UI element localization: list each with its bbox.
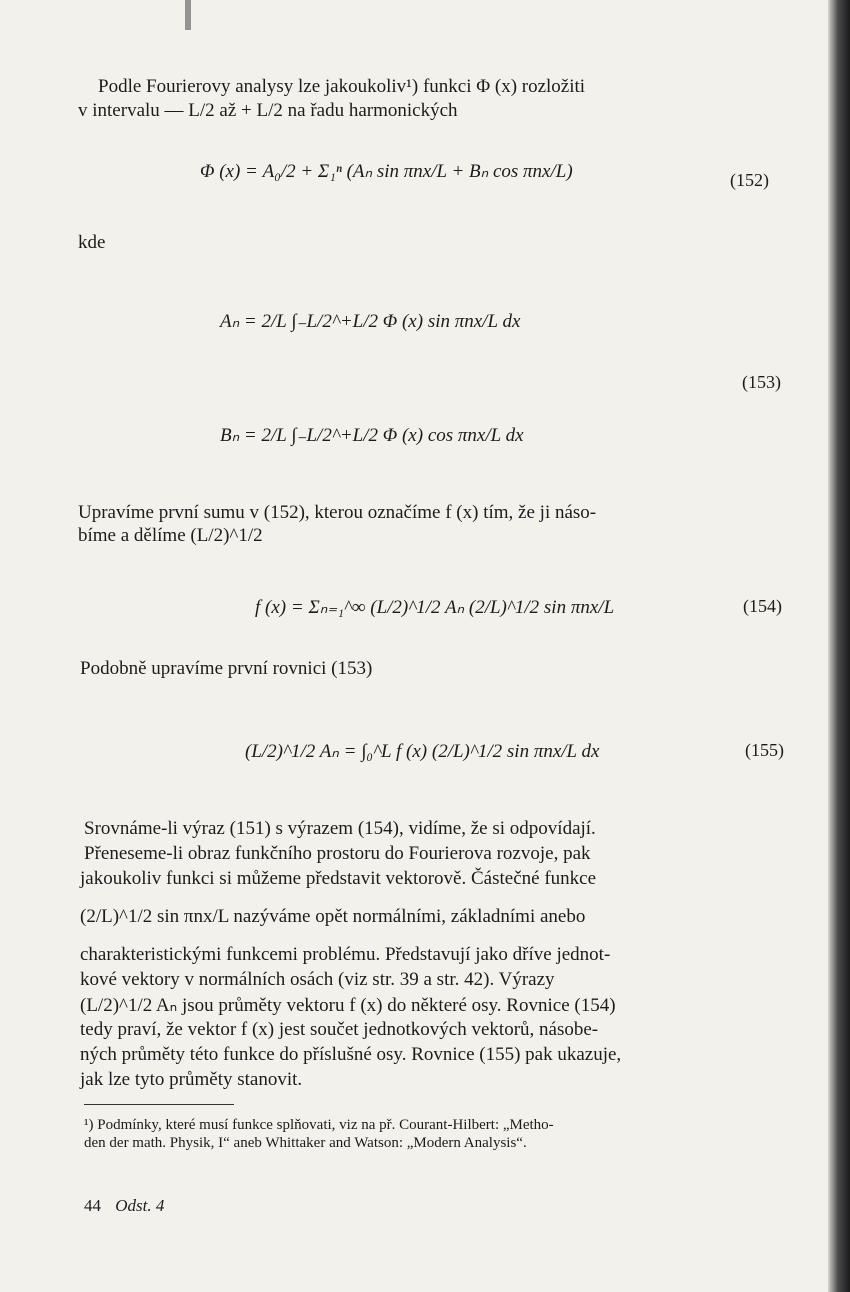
equation-154-number: (154) bbox=[743, 596, 782, 616]
equation-155-number: (155) bbox=[745, 740, 784, 760]
equation-153-b: Bₙ = 2/L ∫₋L/2^+L/2 Φ (x) cos πnx/L dx bbox=[220, 425, 524, 446]
equation-155: (L/2)^1/2 Aₙ = ∫₀^L f (x) (2/L)^1/2 sin πnx/L dx bbox=[245, 741, 600, 762]
footnote bbox=[84, 1116, 784, 1152]
section-label: Odst. 4 bbox=[115, 1196, 165, 1215]
kde-label: kde bbox=[78, 232, 106, 253]
para4-line: (L/2)^1/2 Aₙ jsou průměty vektoru f (x) do některé osy. Rovnice (154) bbox=[80, 995, 616, 1016]
para4-line: charakteristickými funkcemi problému. Představují jako dříve jednot- bbox=[80, 944, 611, 965]
equation-154: f (x) = Σₙ₌₁^∞ (L/2)^1/2 Aₙ (2/L)^1/2 sin πnx/L bbox=[255, 597, 615, 618]
para4-line: tedy praví, že vektor f (x) jest součet jednotkových vektorů, násobe- bbox=[80, 1019, 599, 1040]
intro-line-1: Podle Fourierovy analysy lze jakoukoliv¹) funkci Φ (x) rozložiti bbox=[98, 76, 586, 97]
para3: Podobně upravíme první rovnici (153) bbox=[80, 658, 373, 679]
para4-line: (2/L)^1/2 sin πnx/L nazýváme opět normálními, základními anebo bbox=[80, 906, 586, 927]
scan-mark bbox=[185, 0, 191, 30]
book-spine-shadow bbox=[828, 0, 850, 1292]
para2-line-1: Upravíme první sumu v (152), kterou označíme f (x) tím, že ji náso- bbox=[78, 502, 597, 523]
page-number: 44 bbox=[84, 1196, 101, 1215]
para4-line: kové vektory v normálních osách (viz str. 39 a str. 42). Výrazy bbox=[80, 969, 555, 990]
para4-line: Srovnáme-li výraz (151) s výrazem (154), vidíme, že si odpovídají. bbox=[84, 818, 596, 839]
footnote-line-2: den der math. Physik, I“ aneb Whittaker and Watson: „Modern Analysis“. bbox=[84, 1135, 527, 1151]
para4-line: Přeneseme-li obraz funkčního prostoru do Fourierova rozvoje, pak bbox=[84, 843, 591, 864]
para2-line-2: bíme a dělíme (L/2)^1/2 bbox=[78, 525, 263, 546]
equation-153-a: Aₙ = 2/L ∫₋L/2^+L/2 Φ (x) sin πnx/L dx bbox=[220, 311, 521, 332]
para4-line: ných průměty této funkce do příslušné osy. Rovnice (155) pak ukazuje, bbox=[80, 1044, 622, 1065]
para4-line: jak lze tyto průměty stanovit. bbox=[80, 1069, 303, 1090]
para4-line: jakoukoliv funkci si můžeme představit vektorově. Částečné funkce bbox=[80, 868, 597, 889]
footnote-rule bbox=[84, 1104, 234, 1105]
equation-152 bbox=[200, 160, 573, 183]
equation-152-number: (152) bbox=[730, 170, 769, 190]
equation-152-formula: Φ (x) = A₀/2 + Σ₁ⁿ (Aₙ sin πnx/L + Bₙ cos πnx/L) bbox=[200, 161, 573, 182]
page-folio bbox=[84, 1196, 164, 1216]
footnote-line-1: ¹) Podmínky, které musí funkce splňovati, viz na př. Courant-Hilbert: „Metho- bbox=[84, 1117, 554, 1133]
intro-line-2: v intervalu — L/2 až + L/2 na řadu harmonických bbox=[78, 100, 458, 121]
equation-153-number: (153) bbox=[742, 372, 781, 392]
